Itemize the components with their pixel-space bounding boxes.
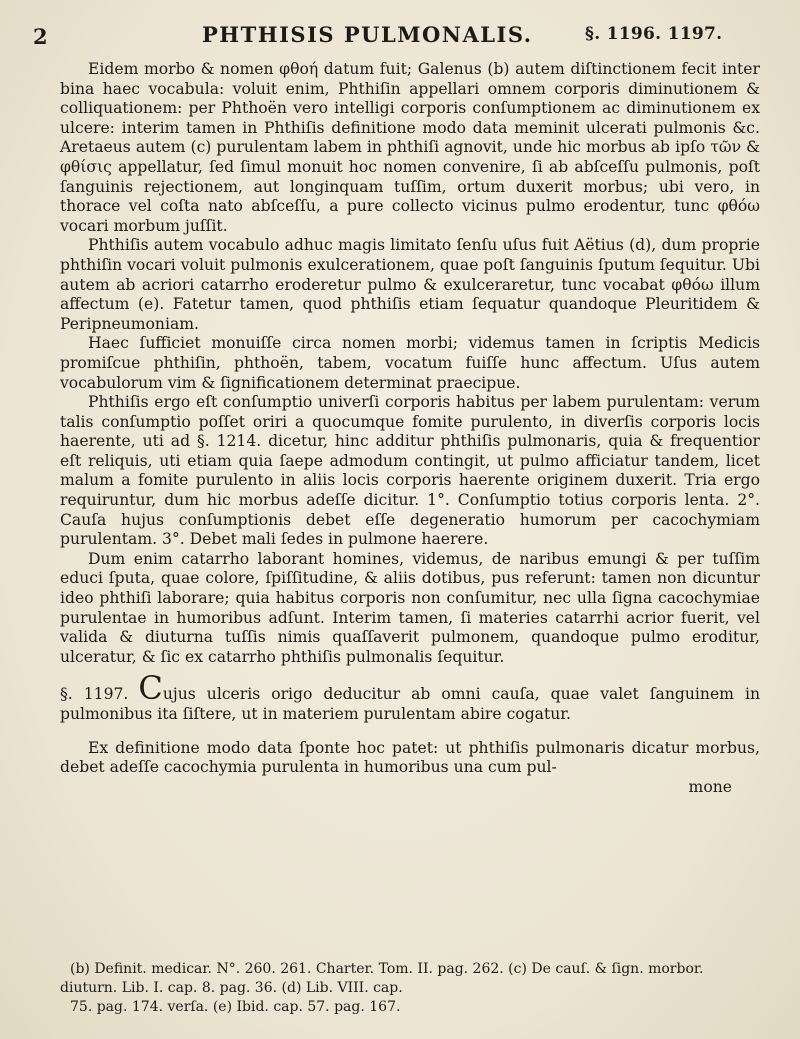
paragraph: Eidem morbo & nomen φθοή datum fuit; Galenus (b) autem diſtinctionem fecit inter bina haec vocabula: voluit enim, Phthiſin appellari omnem corporis diminutionem & colliquationem: per Phthoën vero intelligi corporis conſumptionem ac diminutionem ex ulcere: interim tamen in Phthiſis definitione modo data meminit ulcerati pulmonis &c. Aretaeus autem (c) purulentam labem in phthiſi agnovit, unde hic morbus ab ipſo τῶν & φθίσις appellatur, ſed ſimul monuit hoc nomen convenire, ſi ab abſceſſu pulmonis, poſt ſanguinis rejectionem, aut longinquam tuſſim, ortum duxerit morbus; ubi vero, in thorace vel coſta nato abſceſſu, a pure collecto vicinus pulmo erodentur, tunc φθόω vocari morbum juſſit. — [60, 60, 760, 235]
running-title: PHTHISIS PULMONALIS. — [202, 22, 533, 47]
paragraph: Phthiſis autem vocabulo adhuc magis limitato ſenſu uſus fuit Aëtius (d), dum proprie phthiſin vocari voluit pulmonis exulcerationem, quae poſt ſanguinis ſputum ſequitur. Ubi autem ab acriori catarrho eroderetur pulmo & exulceraretur, tunc vocabat φθόω illum affectum (e). Fatetur tamen, quod phthiſis etiam ſequatur quandoque Pleuritidem & Peripneumoniam. — [60, 236, 760, 333]
footnotes — [60, 960, 760, 1017]
section-number: §. 1197. — [60, 685, 129, 704]
paragraph: Dum enim catarrho laborant homines, videmus, de naribus emungi & per tuſſim educi ſputa, quae colore, ſpiſſitudine, & aliis dotibus, pus referunt: tamen non dicuntur ideo phthiſi laborare; quia habitus corporis non conſumitur, nec ulla ſigna cacochymiae purulentae in humoribus adſunt. Interim tamen, ſi materies catarrhi acrior fuerit, vel valida & diuturna tuſſis nimis quaſſaverit pulmonem, quandoque pulmo eroditur, ulceratur, & ſic ex catarrho phthiſis pulmonalis ſequitur. — [60, 549, 760, 666]
section-1197 — [60, 669, 760, 724]
running-header — [0, 22, 800, 52]
drop-initial: C — [138, 669, 163, 708]
footnote-line: 75. pag. 174. verſa. (e) Ibid. cap. 57. pag. 167. — [70, 999, 401, 1015]
section-text: ujus ulceris origo deducitur ab omni cauſa, quae valet ſanguinem in pulmonibus ita ſiſtere, ut in materiem purulentam abire cogatur. — [60, 685, 760, 723]
section-reference: §. 1196. 1197. — [585, 24, 723, 44]
body-text — [60, 60, 760, 797]
footnote-line: (b) Definit. medicar. N°. 260. 261. Charter. Tom. II. pag. 262. (c) De cauſ. & ſign. morbor. diuturn. Lib. I. cap. 8. pag. 36. (d) Lib. VIII. cap. — [60, 961, 704, 996]
paragraph: Phthiſis ergo eſt conſumptio univerſi corporis habitus per labem purulentam: verum talis conſumptio poſſet oriri a quocumque fomite purulento, in diverſis corporis locis haerente, uti ad §. 1214. dicetur, hinc additur phthiſis pulmonaris, quia & frequentior eſt reliquis, uti etiam quia ſaepe admodum contingit, ut pulmo afficiatur tandem, licet malum a fomite purulento in aliis locis corporis haerente originem duxerit. Tria ergo requiruntur, dum hic morbus adeſſe dicitur. 1°. Conſumptio totius corporis lenta. 2°. Cauſa hujus conſumptionis debet eſſe degeneratio humorum per cacochymiam purulentam. 3°. Debet mali ſedes in pulmone haerere. — [60, 393, 760, 549]
catchword: mone — [688, 777, 732, 796]
page-number: 2 — [33, 24, 49, 49]
closing-paragraph: Ex definitione modo data ſponte hoc patet: ut phthiſis pulmonaris dicatur morbus, debet adeſſe cacochymia purulenta in humoribus una cum pul- — [60, 738, 760, 777]
paragraph: Haec ſufficiet monuiſſe circa nomen morbi; videmus tamen in ſcriptis Medicis promiſcue phthiſin, phthoën, tabem, vocatum fuiſſe hunc affectum. Uſus autem vocabulorum vim & ſignificationem determinat praecipue. — [60, 334, 760, 392]
